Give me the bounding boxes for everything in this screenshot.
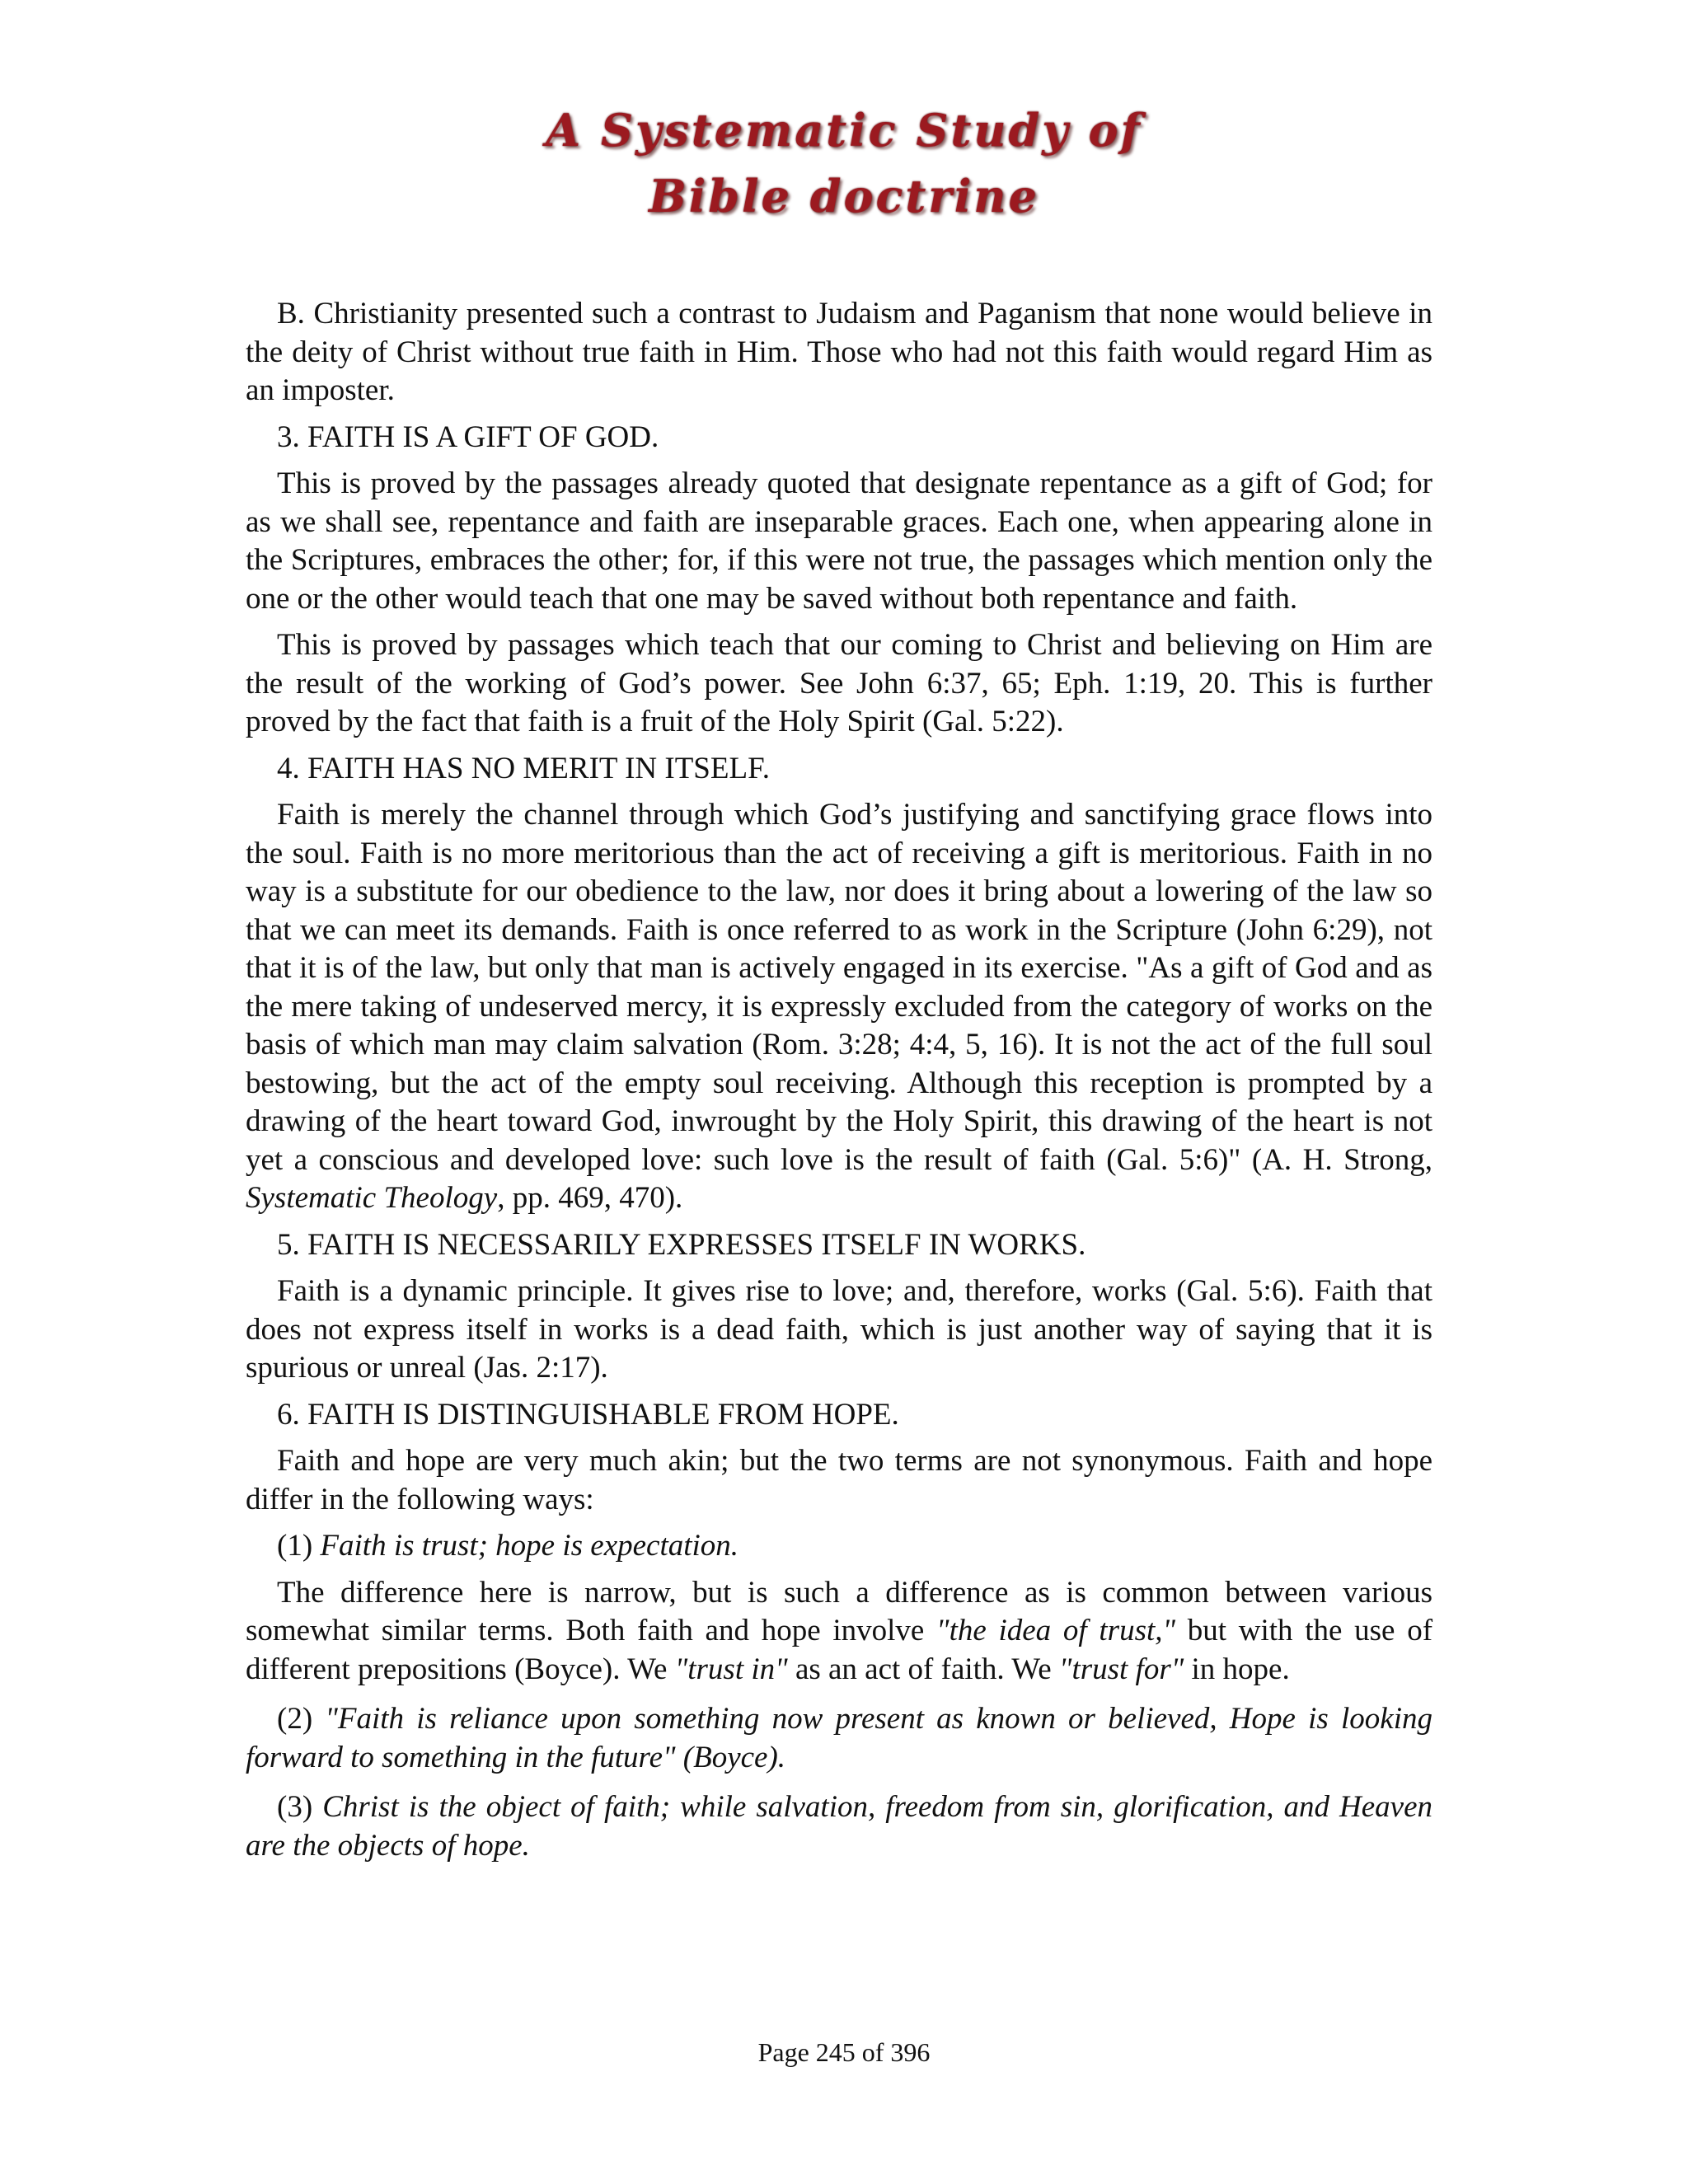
- paragraph-difference-c: as an act of faith. We: [787, 1652, 1059, 1686]
- paragraph-dynamic-principle: Faith is a dynamic principle. It gives rise to love; and, therefore, works (Gal. 5:6). Faith that does not express itself in works is a dead faith, which is just another way of saying that it is spurious or unreal (Jas. 2:17).: [246, 1274, 1432, 1385]
- page-content: [246, 295, 1432, 1877]
- list-item-1-number: (1): [277, 1529, 321, 1563]
- paragraph-gods-power: This is proved by passages which teach that our coming to Christ and believing on Him are the result of the working of God’s power. See John 6:37, 65; Eph. 1:19, 20. This is further proved by the fact that faith is a fruit of the Holy Spirit (Gal. 5:22).: [246, 628, 1432, 738]
- list-item-1: [246, 1527, 1432, 1566]
- paragraph-repentance-gift: This is proved by the passages already quoted that designate repentance as a gift of God; for as we shall see, repentance and faith are inseparable graces. Each one, when appearing alone in the Scriptures, embraces the other; for, if this were not true, the passages which mention only the one or the other would teach that one may be saved without both repentance and faith.: [246, 466, 1432, 616]
- section-heading-faith-gift: 3. FAITH IS A GIFT OF GOD.: [277, 419, 659, 454]
- paragraph-difference-b: but with the use of different prepositions (Boyce). We: [246, 1614, 1433, 1686]
- list-item-3-number: (3): [277, 1790, 323, 1824]
- paragraph-faith-channel-text: Faith is merely the channel through which God’s justifying and sanctifying grace flows into the soul. Faith is no more meritorious than the act of receiving a gift is meritorious. Faith in no way is a substitute for our obedience to the law, nor does it bring about a lowering of the law so that we can meet its demands. Faith is once referred to as work in the Scripture (John 6:29), not that it is of the law, but only that man is actively engaged in its exercise. "As a gift of God and as the mere taking of undeserved mercy, it is expressly excluded from the category of works on the basis of which man may claim salvation (Rom. 3:28; 4:4, 5, 16). It is not the act of the full soul bestowing, but the act of the empty soul receiving. Although this reception is prompted by a drawing of the heart toward God, inwrought by the Holy Spirit, this drawing of the heart is not yet a conscious and developed love: such love is the result of faith (Gal. 5:6)" (A. H. Strong,: [246, 798, 1432, 1177]
- paragraph-difference-a: The difference here is narrow, but is such a difference as is common between various somewhat similar terms. Both faith and hope involve: [246, 1575, 1432, 1647]
- paragraph-faith-hope-akin: Faith and hope are very much akin; but the two terms are not synonymous. Faith and hope differ in the following ways:: [246, 1444, 1432, 1516]
- list-item-1-text: Faith is trust; hope is expectation.: [320, 1529, 739, 1563]
- list-item-2-text: "Faith is reliance upon something now present as known or believed, Hope is looking forward to something in the future" (Boyce).: [246, 1702, 1432, 1774]
- paragraph-faith-channel-end: , pp. 469, 470).: [497, 1181, 683, 1215]
- list-item-3: [246, 1788, 1432, 1865]
- paragraph-faith-channel: [246, 796, 1432, 1218]
- paragraph-difference-d: in hope.: [1184, 1652, 1290, 1686]
- book-title-line-1: A Systematic Study of: [546, 104, 1142, 157]
- list-item-2: [246, 1700, 1432, 1777]
- quote-trust-for: "trust for": [1058, 1652, 1184, 1686]
- paragraph-difference-narrow: [246, 1574, 1432, 1690]
- section-heading-works: 5. FAITH IS NECESSARILY EXPRESSES ITSELF IN WORKS.: [277, 1227, 1086, 1262]
- book-reference-italic: Systematic Theology: [246, 1181, 498, 1215]
- page-header: [0, 97, 1688, 229]
- section-heading-hope: 6. FAITH IS DISTINGUISHABLE FROM HOPE.: [277, 1397, 899, 1432]
- book-title-line-2: Bible doctrine: [649, 170, 1039, 223]
- quote-idea-of-trust: "the idea of trust,": [936, 1614, 1176, 1647]
- list-item-2-number: (2): [277, 1702, 326, 1736]
- section-heading-no-merit: 4. FAITH HAS NO MERIT IN ITSELF.: [277, 751, 770, 785]
- paragraph-christianity-contrast: B. Christianity presented such a contrast to Judaism and Paganism that none would believe in the deity of Christ without true faith in Him. Those who had not this faith would regard Him as an imposter.: [246, 297, 1432, 407]
- quote-trust-in: "trust in": [674, 1652, 788, 1686]
- page-number: Page 245 of 396: [757, 2037, 931, 2067]
- list-item-3-text: Christ is the object of faith; while salvation, freedom from sin, glorification, and Heaven are the objects of hope.: [246, 1790, 1432, 1863]
